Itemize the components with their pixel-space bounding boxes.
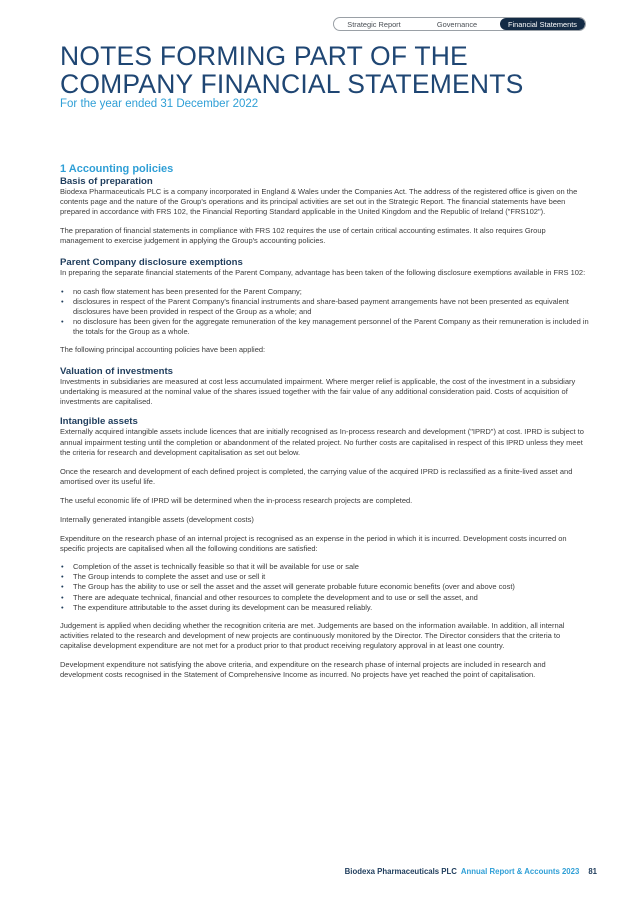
development-conditions-list <box>60 562 590 612</box>
page-title <box>60 42 524 98</box>
intangibles-paragraph-7: Development expenditure not satisfying the above criteria, and expenditure on the research phase of internal projects are included in research and development costs recognised in the Statement of Comprehensive Income as incurred. No projects have yet reached the point of capitalisation. <box>60 660 546 680</box>
list-item: • The expenditure attributable to the asset during its development can be measured reliably. <box>60 603 590 613</box>
page-footer <box>345 867 597 876</box>
tab-financial-statements[interactable]: Financial Statements <box>500 18 585 30</box>
intangibles-paragraph-3: The useful economic life of IPRD will be determined when the in-process research projects are completed. <box>60 495 413 505</box>
tab-strategic-report[interactable]: Strategic Report <box>347 19 401 29</box>
intangibles-paragraph-6: Judgement is applied when deciding whether the recognition criteria are met. Judgements are based on the information available. In addition, all internal activities related to the research and development of new projects are continuously monitored by the Director. The Director considers that the criteria to capitalise development expenditure are not met for a product prior to that product receiving regulatory approval in at least one country. <box>60 620 565 650</box>
intangibles-paragraph-2: Once the research and development of each defined project is completed, the carrying value of the acquired IPRD is reclassified as a finite-lived asset and amortised over its useful life. <box>60 466 573 486</box>
footer-company: Biodexa Pharmaceuticals PLC <box>344 867 457 876</box>
section-heading: 1 Accounting policies <box>60 163 174 175</box>
page-title-line-2: COMPANY FINANCIAL STATEMENTS <box>60 69 524 99</box>
list-item: • There are adequate technical, financial and other resources to complete the development and to use or sell the asset, and <box>60 593 590 603</box>
basis-heading: Basis of preparation <box>60 176 153 187</box>
notes-content <box>60 163 590 680</box>
list-item: • The Group has the ability to use or sell the asset and the asset will generate probable future economic benefits (over and above cost) <box>60 582 590 592</box>
exemptions-list <box>60 287 590 337</box>
exemptions-heading: Parent Company disclosure exemptions <box>60 257 243 269</box>
list-item: • The Group intends to complete the asset and use or sell it <box>60 572 590 582</box>
page-subtitle: For the year ended 31 December 2022 <box>60 98 259 110</box>
exemptions-intro: In preparing the separate financial statements of the Parent Company, advantage has been taken of the following disclosure exemptions available in FRS 102: <box>60 268 586 278</box>
list-item: • Completion of the asset is technically feasible so that it will be available for use or sale <box>60 562 590 572</box>
tab-governance[interactable]: Governance <box>436 19 478 29</box>
intangibles-paragraph-1: Externally acquired intangible assets include licences that are initially recognised as In-process research and development ("IPRD") at cost. IPRD is subject to annual impairment testing until the completion or abandonment of the related project. No further costs are capitalised in respect of this IPRD unless they meet the criteria for research and development capitalisation as set out below. <box>60 427 584 457</box>
basis-paragraph-2: The preparation of financial statements in compliance with FRS 102 requires the use of certain critical accounting estimates. It also requires Group management to exercise judgement in applying the Group's accounting policies. <box>60 226 546 246</box>
intangibles-heading: Intangible assets <box>60 416 138 428</box>
basis-paragraph-1: Biodexa Pharmaceuticals PLC is a company incorporated in England & Wales under the Companies Act. The address of the registered office is given on the contents page and the nature of the Group's operations and its principal activities are set out in the Strategic Report. The financial statements have been prepared in accordance with FRS 102, the Financial Reporting Standard applicable in the United Kingdom and the Republic of Ireland ("FRS102"). <box>60 187 578 217</box>
intangibles-paragraph-5: Expenditure on the research phase of an internal project is recognised as an expense in the period in which it is incurred. Development costs incurred on specific projects are capitalised when all the following conditions are satisfied: <box>60 534 567 554</box>
list-item: • no disclosure has been given for the aggregate remuneration of the key management personnel of the Parent Company as their remuneration is included in the totals for the Group as a whole. <box>60 317 590 337</box>
list-item: • disclosures in respect of the Parent Company's financial instruments and share-based payment arrangements have not been presented as equivalent disclosures have been provided in respect of the Group as a whole; and <box>60 297 590 317</box>
intangibles-paragraph-4: Internally generated intangible assets (development costs) <box>60 514 254 524</box>
footer-report-title: Annual Report & Accounts 2023 <box>460 867 580 876</box>
investments-paragraph: Investments in subsidiaries are measured at cost less accumulated impairment. Where merger relief is applicable, the cost of the investment in a subsidiary undertaking is measured at the nominal value of the shares issued together with the fair value of any additional consideration paid. Costs of acquisition of investments are capitalised. <box>60 377 576 407</box>
page-number: 81 <box>588 867 597 876</box>
investments-heading: Valuation of investments <box>60 366 174 378</box>
exemptions-outro: The following principal accounting policies have been applied: <box>60 345 266 355</box>
list-item: • no cash flow statement has been presented for the Parent Company; <box>60 287 590 297</box>
page-title-line-1: NOTES FORMING PART OF THE <box>60 41 468 71</box>
section-nav <box>333 17 586 31</box>
